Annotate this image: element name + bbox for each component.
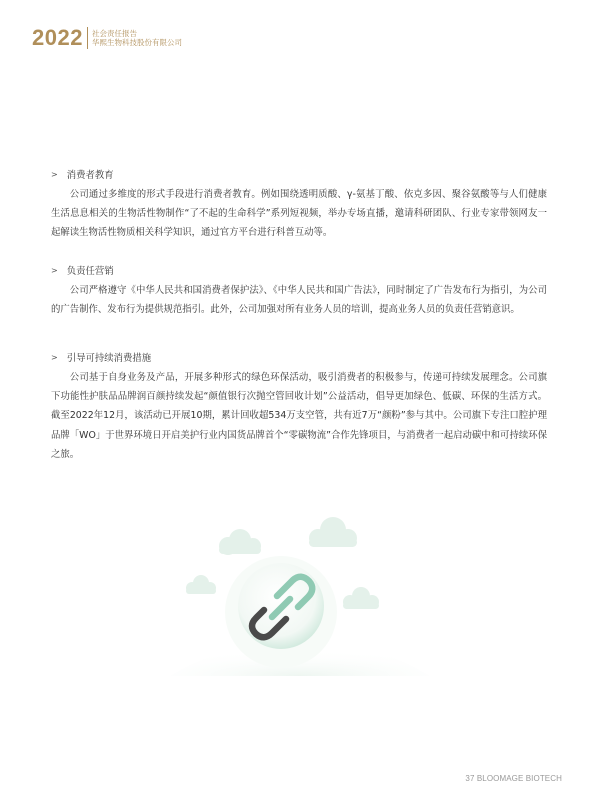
page-footer bbox=[465, 774, 562, 783]
report-year: 2022 bbox=[32, 25, 83, 50]
page-number: 37 bbox=[465, 774, 475, 783]
cloud-icon bbox=[219, 529, 261, 555]
section-paragraph: 公司通过多维度的形式手段进行消费者教育。例如围绕透明质酸、γ-氨基丁酸、依克多因、聚谷氨酸等与人们健康生活息息相关的生物活性物制作“了不起的生命科学”系列短视频，举办专场直播，邀请科研团队、行业专家带领网友一起解读生物活性物质相关科学知识，通过官方平台进行科普互动等。 bbox=[51, 189, 547, 239]
section-title: 消费者教育 bbox=[66, 170, 114, 181]
cloud-icon bbox=[186, 575, 216, 594]
chevron-right-icon: > bbox=[51, 169, 58, 179]
section-paragraph: 公司基于自身业务及产品，开展多种形式的绿色环保活动，吸引消费者的积极参与，传递可持续发展理念。公司旗下功能性护肤品品牌润百颜持续发起“颜值银行次抛空管回收计划”公益活动，倡导更加绿色、低碳、环保的生活方式。截至2022年12月，该活动已开展10期，累计回收超534万支空管，共有近7万“颜粉”参与其中。公司旗下专注口腔护理品牌「WO」于世界环境日开启美护行业内国货品牌首个“零碳物流”合作先锋项目，与消费者一起启动碳中和可持续环保之旅。 bbox=[51, 372, 547, 460]
brand-name: BLOOMAGE BIOTECH bbox=[476, 774, 562, 783]
report-type: 社会责任报告 bbox=[91, 28, 137, 38]
section-paragraph: 公司严格遵守《中华人民共和国消费者保护法》、《中华人民共和国广告法》，同时制定了广告发布行为指引，为公司的广告制作、发布行为提供规范指引。此外，公司加强对所有业务人员的培训，提高业务人员的负责任营销意识。 bbox=[51, 285, 547, 316]
section-title: 引导可持续消费措施 bbox=[66, 353, 152, 364]
section-title: 负责任营销 bbox=[66, 266, 114, 277]
cloud-icon bbox=[309, 517, 357, 547]
chevron-right-icon: > bbox=[51, 352, 58, 362]
company-name: 华熙生物科技股份有限公司 bbox=[91, 38, 182, 47]
chevron-right-icon: > bbox=[51, 265, 58, 275]
cloud-icon bbox=[343, 587, 379, 609]
